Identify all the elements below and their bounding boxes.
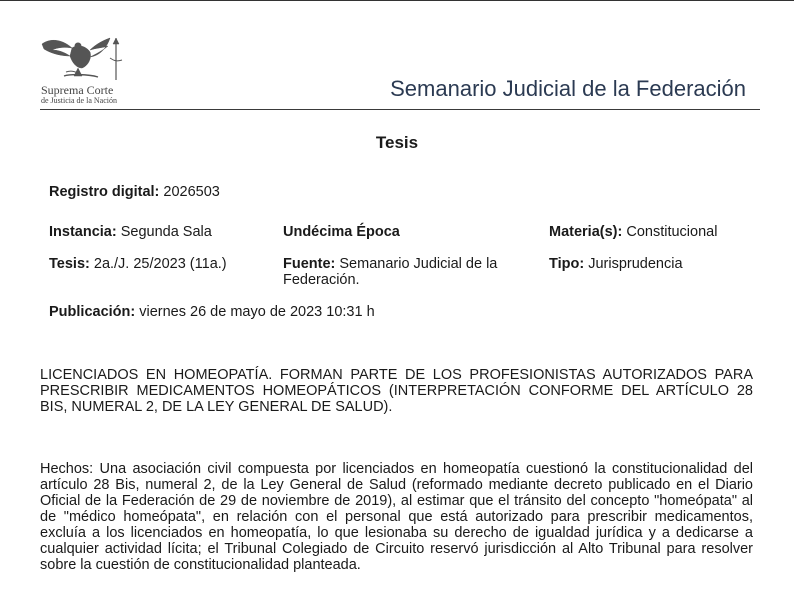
materia-label: Materia(s):: [549, 224, 623, 240]
scjn-logo: [40, 36, 130, 108]
top-border: [0, 0, 794, 1]
fuente-value: Semanario Judicial de la Federación.: [283, 256, 498, 288]
registro-value: 2026503: [163, 184, 220, 200]
tesis-value: 2a./J. 25/2023 (11a.): [93, 256, 227, 272]
fuente: [283, 256, 533, 288]
logo-text-suprema-corte: Suprema Corte: [41, 83, 114, 97]
page-header: [40, 36, 760, 110]
tesis-label: Tesis:: [49, 256, 90, 272]
tipo: [549, 256, 683, 272]
registro-label: Registro digital:: [49, 184, 160, 200]
tipo-value: Jurisprudencia: [588, 256, 683, 272]
logo-text-justicia: de Justicia de la Nación: [41, 96, 117, 105]
instancia: [49, 224, 212, 240]
document-type-heading: Tesis: [375, 133, 419, 152]
thesis-body: Hechos: Una asociación civil compuesta por licenciados en homeopatía cuestionó la constitucionalidad del artículo 28 Bis, numeral 2, de la Ley General de Salud (reformado mediante decreto publicado en el Diario Oficial de la Federación de 29 de noviembre de 2019), al estimar que el tránsito del concepto "homeópata" al de "médico homeópata", en relación con el personal que está autorizado para prescribir medicamentos, excluía a los licenciados en homeopatía, lo que lesionaba su derecho de igualdad jurídica y a dedicarse a cualquier actividad lícita; el Tribunal Colegiado de Circuito reservó jurisdicción al Alto Tribunal para resolver sobre la cuestión de constitucionalidad planteada.: [40, 461, 753, 573]
materia-value: Constitucional: [626, 224, 718, 240]
instancia-label: Instancia:: [49, 224, 117, 240]
epoca-value: Undécima Época: [283, 224, 400, 240]
thesis-subject: LICENCIADOS EN HOMEOPATÍA. FORMAN PARTE DE LOS PROFESIONISTAS AUTORIZADOS PARA PRESCRIBIR MEDICAMENTOS HOMEOPÁTICOS (INTERPRETACIÓN CONFORME DEL ARTÍCULO 28 BIS, NUMERAL 2, DE LA LEY GENERAL DE SALUD).: [40, 367, 753, 415]
tipo-label: Tipo:: [549, 256, 585, 272]
eagle-emblem-icon: [40, 36, 126, 82]
materia: [549, 224, 717, 240]
epoca: [283, 224, 400, 240]
publicacion-label: Publicación:: [49, 304, 136, 320]
tesis: [49, 256, 227, 272]
publicacion: [49, 304, 375, 320]
header-divider: [40, 109, 760, 110]
fuente-label: Fuente:: [283, 256, 336, 272]
instancia-value: Segunda Sala: [120, 224, 212, 240]
publication-title: Semanario Judicial de la Federación: [390, 76, 746, 101]
registro-digital: [49, 184, 220, 200]
publicacion-value: viernes 26 de mayo de 2023 10:31 h: [139, 304, 375, 320]
